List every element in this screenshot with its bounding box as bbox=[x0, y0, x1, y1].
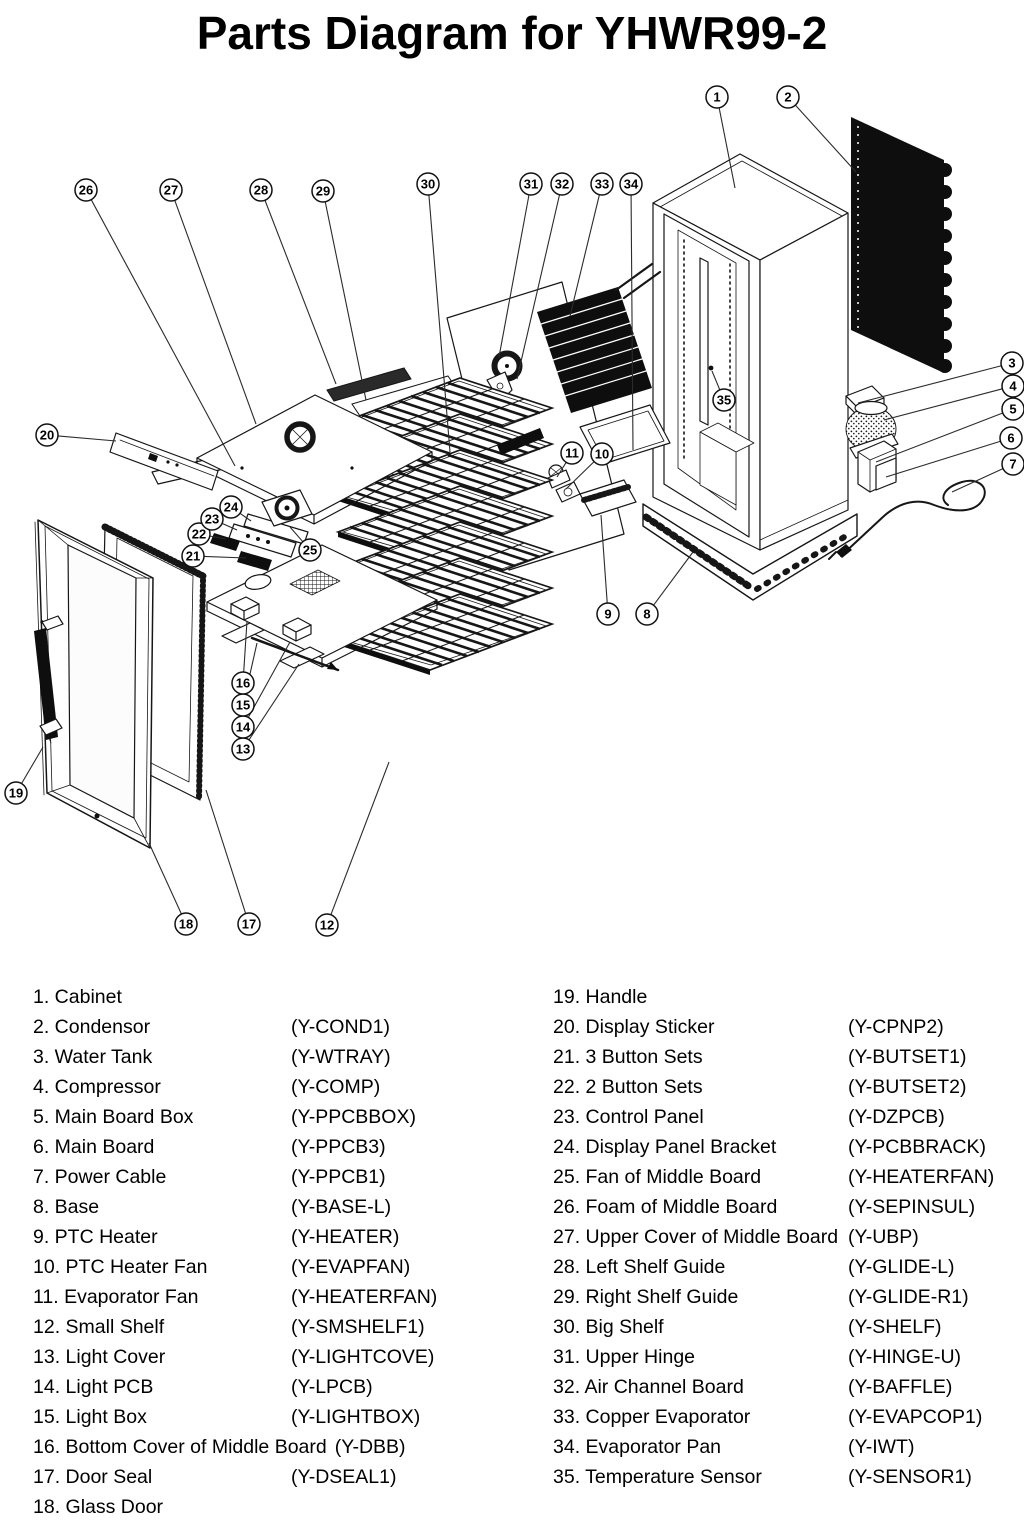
part-code: (Y-BUTSET2) bbox=[848, 1076, 967, 1098]
callout-number: 30 bbox=[420, 176, 436, 192]
part-name: 8. Base bbox=[33, 1196, 100, 1218]
parts-list-item bbox=[553, 1462, 994, 1492]
part-name: 12. Small Shelf bbox=[33, 1316, 165, 1338]
callout-2 bbox=[777, 86, 856, 172]
parts-list-item bbox=[33, 1042, 437, 1072]
callout-leader-line bbox=[149, 843, 181, 914]
parts-list-item bbox=[33, 1102, 437, 1132]
parts-list-item bbox=[33, 1252, 437, 1282]
part-name: 30. Big Shelf bbox=[553, 1316, 664, 1338]
part-code: (Y-CPNP2) bbox=[848, 1016, 944, 1038]
part-code: (Y-LIGHTCOVE) bbox=[291, 1346, 435, 1368]
parts-list-item bbox=[33, 1402, 437, 1432]
part-name: 18. Glass Door bbox=[33, 1496, 164, 1518]
parts-list-item bbox=[33, 1222, 437, 1252]
part-code: (Y-HEATERFAN) bbox=[291, 1286, 438, 1308]
callout-leader-line bbox=[331, 762, 389, 915]
part-name: 15. Light Box bbox=[33, 1406, 147, 1428]
part-name: 5. Main Board Box bbox=[33, 1106, 194, 1128]
parts-list-item bbox=[553, 1162, 994, 1192]
part-code: (Y-DZPCB) bbox=[848, 1106, 945, 1128]
part-name: 34. Evaporator Pan bbox=[553, 1436, 722, 1458]
part-name: 26. Foam of Middle Board bbox=[553, 1196, 778, 1218]
part-name: 14. Light PCB bbox=[33, 1376, 154, 1398]
part-code: (Y-PPCBBOX) bbox=[291, 1106, 416, 1128]
callout-number: 35 bbox=[716, 392, 732, 408]
part-name: 20. Display Sticker bbox=[553, 1016, 715, 1038]
three-button-set-part bbox=[237, 551, 272, 571]
parts-list-left bbox=[33, 982, 437, 1522]
callout-number: 10 bbox=[594, 446, 610, 462]
parts-list-item bbox=[553, 1192, 994, 1222]
part-name: 35. Temperature Sensor bbox=[553, 1466, 762, 1488]
part-code: (Y-BAFFLE) bbox=[848, 1376, 953, 1398]
callout-number: 26 bbox=[78, 182, 94, 198]
part-code: (Y-GLIDE-L) bbox=[848, 1256, 955, 1278]
callout-number: 11 bbox=[565, 445, 579, 461]
part-name: 11. Evaporator Fan bbox=[33, 1286, 199, 1308]
parts-list-item bbox=[33, 1342, 437, 1372]
part-name: 4. Compressor bbox=[33, 1076, 161, 1098]
part-code: (Y-COMP) bbox=[291, 1076, 381, 1098]
callout-number: 17 bbox=[241, 916, 257, 932]
callout-number: 8 bbox=[643, 606, 651, 622]
parts-list-item bbox=[33, 1072, 437, 1102]
part-name: 10. PTC Heater Fan bbox=[33, 1256, 208, 1278]
part-name: 27. Upper Cover of Middle Board bbox=[553, 1226, 839, 1248]
part-code: (Y-DBB) bbox=[334, 1436, 406, 1458]
callout-leader-line bbox=[22, 747, 43, 784]
callout-number: 32 bbox=[554, 176, 570, 192]
parts-list-item bbox=[33, 1132, 437, 1162]
parts-list-item bbox=[553, 1132, 994, 1162]
callout-number: 21 bbox=[185, 548, 201, 564]
parts-list-item bbox=[553, 1072, 994, 1102]
callout-number: 22 bbox=[191, 526, 207, 542]
parts-list-item bbox=[33, 982, 437, 1012]
cabinet-part bbox=[653, 154, 848, 550]
part-name: 23. Control Panel bbox=[553, 1106, 704, 1128]
callout-number: 3 bbox=[1008, 355, 1016, 371]
callout-leader-line bbox=[58, 436, 116, 441]
parts-list-item bbox=[553, 1012, 994, 1042]
callout-number: 19 bbox=[8, 785, 24, 801]
part-name: 9. PTC Heater bbox=[33, 1226, 158, 1248]
callout-18 bbox=[149, 843, 197, 935]
parts-list-item bbox=[553, 1372, 994, 1402]
callout-number: 24 bbox=[223, 499, 239, 515]
callout-28 bbox=[250, 179, 336, 384]
parts-list-item bbox=[553, 982, 994, 1012]
part-name: 2. Condensor bbox=[33, 1016, 151, 1038]
part-code: (Y-BASE-L) bbox=[291, 1196, 392, 1218]
part-name: 7. Power Cable bbox=[33, 1166, 167, 1188]
page-title: Parts Diagram for YHWR99-2 bbox=[196, 7, 828, 59]
part-code: (Y-SMSHELF1) bbox=[291, 1316, 425, 1338]
callout-number: 7 bbox=[1009, 456, 1017, 472]
callout-19 bbox=[5, 747, 43, 804]
part-name: 19. Handle bbox=[553, 986, 648, 1008]
callout-number: 5 bbox=[1009, 401, 1017, 417]
callout-27 bbox=[160, 179, 256, 424]
callout-number: 18 bbox=[178, 916, 194, 932]
part-name: 13. Light Cover bbox=[33, 1346, 166, 1368]
part-code: (Y-UBP) bbox=[848, 1226, 919, 1248]
callout-number: 25 bbox=[302, 542, 318, 558]
parts-list-item bbox=[33, 1432, 437, 1462]
callout-number: 33 bbox=[594, 176, 610, 192]
parts-list-item bbox=[553, 1042, 994, 1072]
callout-20 bbox=[36, 424, 116, 446]
callout-number: 29 bbox=[315, 183, 331, 199]
parts-list-item bbox=[33, 1012, 437, 1042]
parts-list-right bbox=[553, 982, 994, 1492]
parts-list-item bbox=[553, 1342, 994, 1372]
callout-5 bbox=[876, 398, 1024, 462]
callout-17 bbox=[206, 790, 260, 935]
callout-number: 1 bbox=[713, 89, 721, 105]
part-code: (Y-WTRAY) bbox=[291, 1046, 391, 1068]
callout-8 bbox=[636, 552, 693, 625]
parts-list-item bbox=[33, 1282, 437, 1312]
part-code: (Y-PPCB3) bbox=[291, 1136, 386, 1158]
callout-number: 2 bbox=[784, 89, 792, 105]
callout-number: 9 bbox=[604, 606, 612, 622]
part-code: (Y-LIGHTBOX) bbox=[291, 1406, 421, 1428]
callout-number: 4 bbox=[1009, 378, 1017, 394]
callout-26 bbox=[75, 179, 235, 466]
part-code: (Y-GLIDE-R1) bbox=[848, 1286, 969, 1308]
callout-leader-line bbox=[884, 389, 1002, 420]
part-name: 32. Air Channel Board bbox=[553, 1376, 744, 1398]
parts-list-item bbox=[33, 1462, 437, 1492]
callout-number: 12 bbox=[319, 917, 335, 933]
part-code: (Y-BUTSET1) bbox=[848, 1046, 967, 1068]
callout-number: 31 bbox=[523, 176, 539, 192]
part-code: (Y-HINGE-U) bbox=[848, 1346, 962, 1368]
part-name: 17. Door Seal bbox=[33, 1466, 153, 1488]
part-code: (Y-HEATER) bbox=[291, 1226, 400, 1248]
callout-leader-line bbox=[876, 413, 1003, 462]
glass-door-part bbox=[35, 520, 153, 848]
part-name: 21. 3 Button Sets bbox=[553, 1046, 703, 1068]
callout-leader-line bbox=[206, 790, 246, 914]
part-code: (Y-SEPINSUL) bbox=[848, 1196, 976, 1218]
part-name: 33. Copper Evaporator bbox=[553, 1406, 751, 1428]
callout-29 bbox=[312, 180, 366, 400]
parts-list-item bbox=[553, 1402, 994, 1432]
part-code: (Y-COND1) bbox=[291, 1016, 390, 1038]
parts-list-item bbox=[33, 1162, 437, 1192]
condenser-part bbox=[851, 117, 952, 373]
callout-number: 14 bbox=[235, 719, 251, 735]
part-code: (Y-SHELF) bbox=[848, 1316, 942, 1338]
callout-leader-line bbox=[325, 202, 366, 400]
part-code: (Y-EVAPFAN) bbox=[291, 1256, 411, 1278]
callout-leader-line bbox=[886, 441, 1000, 477]
callout-number: 16 bbox=[235, 675, 251, 691]
parts-list-item bbox=[553, 1312, 994, 1342]
temperature-sensor-part bbox=[709, 366, 714, 371]
parts-list-item bbox=[33, 1492, 437, 1522]
part-code: (Y-SENSOR1) bbox=[848, 1466, 972, 1488]
callout-leader-line bbox=[654, 552, 693, 605]
callout-number: 23 bbox=[204, 511, 220, 527]
part-name: 6. Main Board bbox=[33, 1136, 155, 1158]
parts-list-item bbox=[553, 1222, 994, 1252]
part-code: (Y-PPCB1) bbox=[291, 1166, 386, 1188]
callout-number: 27 bbox=[163, 182, 179, 198]
callout-24 bbox=[220, 496, 251, 521]
part-code: (Y-HEATERFAN) bbox=[848, 1166, 995, 1188]
callout-leader-line bbox=[795, 105, 856, 172]
compressor-part bbox=[855, 402, 887, 415]
part-code: (Y-PCBBRACK) bbox=[848, 1136, 986, 1158]
callout-number: 34 bbox=[623, 176, 639, 192]
part-name: 25. Fan of Middle Board bbox=[553, 1166, 762, 1188]
part-code: (Y-EVAPCOP1) bbox=[848, 1406, 983, 1428]
part-code: (Y-DSEAL1) bbox=[291, 1466, 397, 1488]
parts-list-item bbox=[33, 1192, 437, 1222]
callout-7 bbox=[952, 453, 1024, 492]
callout-leader-line bbox=[265, 200, 336, 384]
callout-number: 15 bbox=[235, 697, 251, 713]
callout-number: 28 bbox=[253, 182, 269, 198]
callout-leader-line bbox=[91, 200, 235, 466]
part-name: 29. Right Shelf Guide bbox=[553, 1286, 739, 1308]
power-cable-part bbox=[841, 481, 985, 556]
parts-list-item bbox=[553, 1432, 994, 1462]
callout-leader-line bbox=[952, 469, 1003, 492]
parts-list-item bbox=[553, 1282, 994, 1312]
callout-number: 13 bbox=[235, 741, 251, 757]
part-name: 28. Left Shelf Guide bbox=[553, 1256, 726, 1278]
parts-list-item bbox=[33, 1312, 437, 1342]
callout-leader-line bbox=[858, 366, 1001, 403]
parts-list-item bbox=[33, 1372, 437, 1402]
part-name: 16. Bottom Cover of Middle Board bbox=[33, 1436, 327, 1458]
part-name: 24. Display Panel Bracket bbox=[553, 1136, 777, 1158]
part-code: (Y-IWT) bbox=[848, 1436, 915, 1458]
callout-number: 6 bbox=[1007, 430, 1015, 446]
parts-list-item bbox=[553, 1102, 994, 1132]
part-name: 22. 2 Button Sets bbox=[553, 1076, 703, 1098]
part-name: 1. Cabinet bbox=[33, 986, 122, 1008]
part-name: 31. Upper Hinge bbox=[553, 1346, 696, 1368]
parts-list-item bbox=[553, 1252, 994, 1282]
callout-number: 20 bbox=[39, 427, 55, 443]
callout-leader-line bbox=[175, 200, 256, 424]
part-name: 3. Water Tank bbox=[33, 1046, 153, 1068]
part-code: (Y-LPCB) bbox=[291, 1376, 373, 1398]
callout-12 bbox=[316, 762, 389, 936]
